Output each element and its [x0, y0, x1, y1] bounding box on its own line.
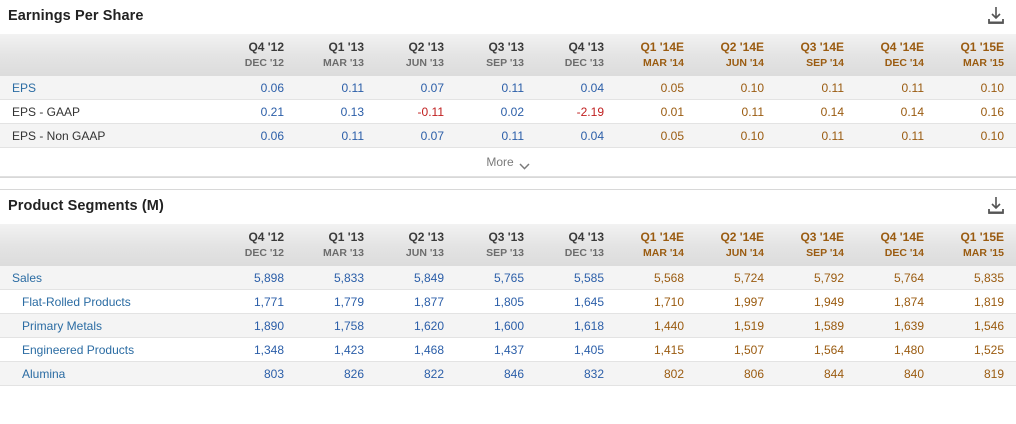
table-row: [0, 290, 1016, 314]
cell-value: 0.11: [296, 124, 376, 148]
cell-value: 1,874: [856, 290, 936, 314]
eps-col-header-7: [776, 34, 856, 76]
download-icon[interactable]: [986, 6, 1006, 26]
table-row: [0, 76, 1016, 100]
eps-col-header-2: [376, 34, 456, 76]
segments-col-header-0: [216, 224, 296, 266]
segments-col-header-3: [456, 224, 536, 266]
cell-value: 803: [216, 362, 296, 386]
cell-value: 832: [536, 362, 616, 386]
column-quarter-label: Q1 '13: [328, 40, 364, 54]
cell-value: 1,618: [536, 314, 616, 338]
eps-header-corner: [0, 34, 216, 76]
segments-col-header-5: [616, 224, 696, 266]
table-row: [0, 266, 1016, 290]
cell-value: 1,758: [296, 314, 376, 338]
cell-value: 1,348: [216, 338, 296, 362]
cell-value: 5,765: [456, 266, 536, 290]
column-period-label: DEC '13: [564, 247, 604, 259]
cell-value: 0.11: [456, 124, 536, 148]
column-period-label: JUN '14: [725, 247, 764, 259]
cell-value: 0.10: [696, 124, 776, 148]
column-quarter-label: Q4 '14E: [880, 40, 924, 54]
cell-value: 0.06: [216, 124, 296, 148]
cell-value: 0.14: [776, 100, 856, 124]
segments-table: [0, 224, 1016, 386]
segments-col-header-9: [936, 224, 1016, 266]
cell-value: 0.11: [776, 76, 856, 100]
column-period-label: MAR '14: [642, 247, 684, 259]
cell-value: 1,779: [296, 290, 376, 314]
chevron-down-icon: [519, 159, 530, 166]
column-quarter-label: Q2 '14E: [720, 230, 764, 244]
cell-value: 0.11: [696, 100, 776, 124]
cell-value: 802: [616, 362, 696, 386]
cell-value: 0.11: [856, 76, 936, 100]
column-period-label: MAR '15: [962, 57, 1004, 69]
row-label-sales[interactable]: Sales: [0, 266, 216, 290]
segments-header-corner: [0, 224, 216, 266]
column-quarter-label: Q1 '14E: [640, 230, 684, 244]
cell-value: 0.11: [456, 76, 536, 100]
eps-col-header-6: [696, 34, 776, 76]
column-period-label: MAR '13: [322, 57, 364, 69]
earnings-per-share-panel: [0, 0, 1016, 177]
column-period-label: SEP '13: [486, 57, 524, 69]
column-quarter-label: Q3 '13: [488, 230, 524, 244]
column-period-label: DEC '14: [884, 247, 924, 259]
cell-value: 846: [456, 362, 536, 386]
cell-value: 1,525: [936, 338, 1016, 362]
column-period-label: DEC '14: [884, 57, 924, 69]
column-period-label: SEP '14: [806, 57, 844, 69]
column-quarter-label: Q4 '13: [568, 40, 604, 54]
column-quarter-label: Q3 '14E: [800, 40, 844, 54]
cell-value: 0.14: [856, 100, 936, 124]
cell-value: 1,440: [616, 314, 696, 338]
table-row: [0, 362, 1016, 386]
cell-value: 5,568: [616, 266, 696, 290]
column-quarter-label: Q4 '14E: [880, 230, 924, 244]
row-label-alumina[interactable]: Alumina: [0, 362, 216, 386]
column-period-label: MAR '13: [322, 247, 364, 259]
column-quarter-label: Q1 '15E: [960, 230, 1004, 244]
column-period-label: SEP '14: [806, 247, 844, 259]
column-quarter-label: Q3 '13: [488, 40, 524, 54]
cell-value: 0.10: [696, 76, 776, 100]
cell-value: 5,835: [936, 266, 1016, 290]
cell-value: 0.05: [616, 76, 696, 100]
eps-col-header-0: [216, 34, 296, 76]
cell-value: 0.05: [616, 124, 696, 148]
cell-value: 1,415: [616, 338, 696, 362]
column-period-label: MAR '14: [642, 57, 684, 69]
cell-value: -0.11: [376, 100, 456, 124]
cell-value: 0.06: [216, 76, 296, 100]
cell-value: 822: [376, 362, 456, 386]
column-period-label: JUN '13: [405, 247, 444, 259]
cell-value: 1,639: [856, 314, 936, 338]
cell-value: 1,771: [216, 290, 296, 314]
cell-value: 1,877: [376, 290, 456, 314]
cell-value: 1,437: [456, 338, 536, 362]
cell-value: 0.11: [296, 76, 376, 100]
column-quarter-label: Q2 '13: [408, 230, 444, 244]
column-period-label: JUN '13: [405, 57, 444, 69]
cell-value: 1,949: [776, 290, 856, 314]
cell-value: 1,423: [296, 338, 376, 362]
cell-value: 5,849: [376, 266, 456, 290]
more-toggle[interactable]: [0, 148, 1016, 177]
segments-col-header-1: [296, 224, 376, 266]
cell-value: 1,805: [456, 290, 536, 314]
segments-table-body: [0, 266, 1016, 386]
cell-value: 0.04: [536, 76, 616, 100]
cell-value: 1,519: [696, 314, 776, 338]
cell-value: 0.01: [616, 100, 696, 124]
table-row: [0, 314, 1016, 338]
cell-value: 0.07: [376, 76, 456, 100]
cell-value: 0.02: [456, 100, 536, 124]
column-quarter-label: Q1 '15E: [960, 40, 1004, 54]
cell-value: 0.10: [936, 124, 1016, 148]
segments-col-header-2: [376, 224, 456, 266]
cell-value: 1,819: [936, 290, 1016, 314]
eps-table: [0, 34, 1016, 148]
cell-value: 1,710: [616, 290, 696, 314]
more-label: More: [486, 155, 514, 169]
cell-value: 1,480: [856, 338, 936, 362]
eps-panel-header: [0, 0, 1016, 34]
segments-col-header-4: [536, 224, 616, 266]
download-icon[interactable]: [986, 196, 1006, 216]
segments-col-header-7: [776, 224, 856, 266]
cell-value: 844: [776, 362, 856, 386]
eps-table-header-row: [0, 34, 1016, 76]
segments-col-header-8: [856, 224, 936, 266]
segments-panel-header: [0, 190, 1016, 224]
column-period-label: MAR '15: [962, 247, 1004, 259]
column-quarter-label: Q4 '12: [248, 40, 284, 54]
row-label-eps[interactable]: EPS: [0, 76, 216, 100]
column-period-label: DEC '12: [244, 57, 284, 69]
column-period-label: DEC '13: [564, 57, 604, 69]
cell-value: 5,792: [776, 266, 856, 290]
cell-value: 1,620: [376, 314, 456, 338]
table-row: [0, 100, 1016, 124]
cell-value: 5,585: [536, 266, 616, 290]
cell-value: 1,600: [456, 314, 536, 338]
cell-value: 1,645: [536, 290, 616, 314]
cell-value: 1,546: [936, 314, 1016, 338]
column-quarter-label: Q1 '14E: [640, 40, 684, 54]
cell-value: 5,833: [296, 266, 376, 290]
eps-col-header-1: [296, 34, 376, 76]
column-quarter-label: Q3 '14E: [800, 230, 844, 244]
cell-value: 0.11: [776, 124, 856, 148]
cell-value: 0.10: [936, 76, 1016, 100]
column-period-label: JUN '14: [725, 57, 764, 69]
cell-value: 1,890: [216, 314, 296, 338]
column-quarter-label: Q2 '13: [408, 40, 444, 54]
column-quarter-label: Q4 '12: [248, 230, 284, 244]
row-label-flat-rolled-products[interactable]: Flat-Rolled Products: [0, 290, 216, 314]
cell-value: 1,589: [776, 314, 856, 338]
cell-value: 806: [696, 362, 776, 386]
row-label-engineered-products[interactable]: Engineered Products: [0, 338, 216, 362]
eps-col-header-3: [456, 34, 536, 76]
cell-value: -2.19: [536, 100, 616, 124]
cell-value: 840: [856, 362, 936, 386]
table-row: [0, 124, 1016, 148]
segments-title: Product Segments (M): [8, 198, 164, 214]
cell-value: 0.16: [936, 100, 1016, 124]
cell-value: 0.13: [296, 100, 376, 124]
eps-col-header-5: [616, 34, 696, 76]
segments-table-header-row: [0, 224, 1016, 266]
column-period-label: DEC '12: [244, 247, 284, 259]
segments-col-header-6: [696, 224, 776, 266]
cell-value: 0.07: [376, 124, 456, 148]
page-title: Earnings Per Share: [8, 8, 144, 24]
column-quarter-label: Q2 '14E: [720, 40, 764, 54]
eps-table-body: [0, 76, 1016, 148]
column-quarter-label: Q4 '13: [568, 230, 604, 244]
column-quarter-label: Q1 '13: [328, 230, 364, 244]
cell-value: 826: [296, 362, 376, 386]
row-label-eps-gaap: EPS - GAAP: [0, 100, 216, 124]
row-label-eps-non-gaap: EPS - Non GAAP: [0, 124, 216, 148]
row-label-primary-metals[interactable]: Primary Metals: [0, 314, 216, 338]
table-row: [0, 338, 1016, 362]
eps-col-header-4: [536, 34, 616, 76]
cell-value: 5,898: [216, 266, 296, 290]
cell-value: 1,405: [536, 338, 616, 362]
cell-value: 1,564: [776, 338, 856, 362]
cell-value: 1,997: [696, 290, 776, 314]
cell-value: 5,764: [856, 266, 936, 290]
cell-value: 0.21: [216, 100, 296, 124]
panel-divider: [0, 177, 1016, 190]
cell-value: 1,507: [696, 338, 776, 362]
product-segments-panel: [0, 190, 1016, 386]
cell-value: 0.11: [856, 124, 936, 148]
cell-value: 0.04: [536, 124, 616, 148]
cell-value: 5,724: [696, 266, 776, 290]
eps-col-header-9: [936, 34, 1016, 76]
cell-value: 819: [936, 362, 1016, 386]
cell-value: 1,468: [376, 338, 456, 362]
eps-col-header-8: [856, 34, 936, 76]
column-period-label: SEP '13: [486, 247, 524, 259]
